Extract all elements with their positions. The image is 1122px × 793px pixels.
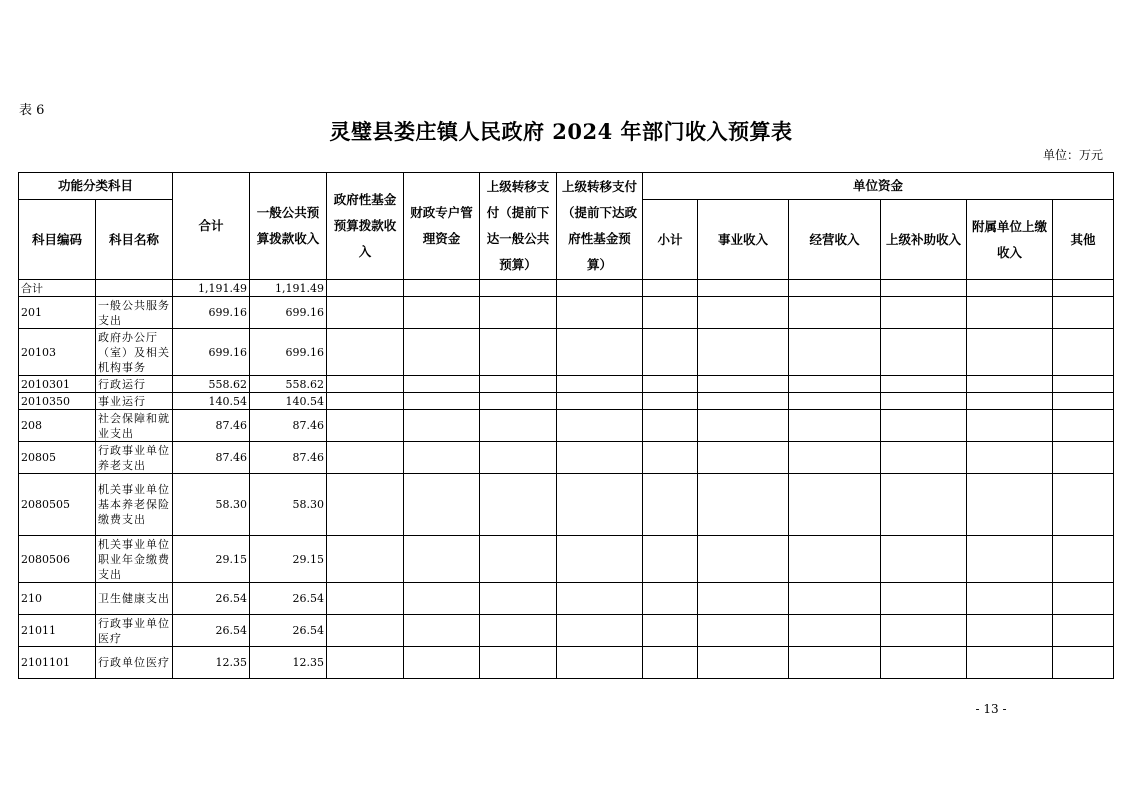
cell-empty xyxy=(967,442,1053,474)
cell-empty xyxy=(327,297,404,329)
table-row xyxy=(19,280,1114,297)
cell-empty xyxy=(480,583,557,615)
cell-empty xyxy=(698,376,789,393)
header-operating-income: 经营收入 xyxy=(789,200,881,280)
cell-empty xyxy=(327,376,404,393)
cell-empty xyxy=(480,376,557,393)
cell-empty xyxy=(881,536,967,583)
cell-empty xyxy=(789,615,881,647)
cell-total: 699.16 xyxy=(173,329,250,376)
cell-total: 87.46 xyxy=(173,410,250,442)
cell-total: 12.35 xyxy=(173,647,250,679)
cell-empty xyxy=(698,410,789,442)
cell-empty xyxy=(1053,280,1114,297)
table-row xyxy=(19,583,1114,615)
cell-empty xyxy=(789,583,881,615)
cell-empty xyxy=(1053,583,1114,615)
cell-empty xyxy=(404,474,480,536)
cell-empty xyxy=(881,280,967,297)
cell-empty xyxy=(1053,615,1114,647)
header-subtotal: 小计 xyxy=(643,200,698,280)
cell-name: 机关事业单位职业年金缴费支出 xyxy=(96,536,173,583)
cell-empty xyxy=(404,393,480,410)
cell-empty xyxy=(789,474,881,536)
cell-code: 2010350 xyxy=(19,393,96,410)
cell-empty xyxy=(698,280,789,297)
cell-empty xyxy=(698,393,789,410)
cell-empty xyxy=(789,297,881,329)
cell-empty xyxy=(967,280,1053,297)
cell-code: 2010301 xyxy=(19,376,96,393)
table-row xyxy=(19,393,1114,410)
cell-empty xyxy=(327,583,404,615)
cell-empty xyxy=(404,442,480,474)
cell-empty xyxy=(789,376,881,393)
cell-empty xyxy=(557,297,643,329)
cell-name: 行政运行 xyxy=(96,376,173,393)
cell-general: 58.30 xyxy=(250,474,327,536)
cell-general: 1,191.49 xyxy=(250,280,327,297)
cell-total: 140.54 xyxy=(173,393,250,410)
cell-empty xyxy=(698,442,789,474)
cell-empty xyxy=(480,280,557,297)
cell-empty xyxy=(789,280,881,297)
cell-empty xyxy=(967,410,1053,442)
unit-label: 单位：万元 xyxy=(1042,148,1103,162)
cell-name: 社会保障和就业支出 xyxy=(96,410,173,442)
cell-empty xyxy=(967,297,1053,329)
cell-empty xyxy=(967,474,1053,536)
cell-empty xyxy=(881,393,967,410)
cell-general: 699.16 xyxy=(250,297,327,329)
cell-empty xyxy=(698,536,789,583)
cell-empty xyxy=(881,474,967,536)
cell-empty xyxy=(643,442,698,474)
cell-empty xyxy=(643,583,698,615)
cell-empty xyxy=(557,583,643,615)
cell-code: 2080506 xyxy=(19,536,96,583)
header-general-budget: 一般公共预算拨款收入 xyxy=(250,173,327,280)
cell-empty xyxy=(480,474,557,536)
cell-empty xyxy=(557,647,643,679)
cell-empty xyxy=(967,615,1053,647)
header-fiscal-special: 财政专户管理资金 xyxy=(404,173,480,280)
cell-general: 140.54 xyxy=(250,393,327,410)
table-row xyxy=(19,615,1114,647)
cell-empty xyxy=(789,410,881,442)
cell-empty xyxy=(789,329,881,376)
table-label: 表 6 xyxy=(19,103,45,118)
table-row xyxy=(19,410,1114,442)
cell-empty xyxy=(480,393,557,410)
cell-code: 合计 xyxy=(19,280,96,297)
cell-empty xyxy=(404,615,480,647)
cell-empty xyxy=(327,280,404,297)
cell-code: 21011 xyxy=(19,615,96,647)
cell-code: 20805 xyxy=(19,442,96,474)
cell-total: 699.16 xyxy=(173,297,250,329)
table-row xyxy=(19,536,1114,583)
cell-empty xyxy=(327,410,404,442)
cell-empty xyxy=(404,536,480,583)
cell-empty xyxy=(881,647,967,679)
cell-name: 行政事业单位医疗 xyxy=(96,615,173,647)
cell-empty xyxy=(404,297,480,329)
cell-general: 87.46 xyxy=(250,410,327,442)
cell-empty xyxy=(789,393,881,410)
cell-empty xyxy=(967,329,1053,376)
cell-empty xyxy=(480,615,557,647)
cell-empty xyxy=(1053,536,1114,583)
cell-code: 2101101 xyxy=(19,647,96,679)
cell-name: 事业运行 xyxy=(96,393,173,410)
table-row xyxy=(19,329,1114,376)
cell-empty xyxy=(881,442,967,474)
cell-empty xyxy=(480,297,557,329)
cell-empty xyxy=(881,583,967,615)
cell-empty xyxy=(643,474,698,536)
cell-empty xyxy=(789,647,881,679)
cell-empty xyxy=(480,410,557,442)
header-upper-fund: 上级转移支付（提前下达政府性基金预算） xyxy=(557,173,643,280)
table-row xyxy=(19,647,1114,679)
table-row xyxy=(19,376,1114,393)
table-row xyxy=(19,442,1114,474)
cell-empty xyxy=(698,615,789,647)
cell-empty xyxy=(967,393,1053,410)
cell-empty xyxy=(698,583,789,615)
cell-empty xyxy=(404,410,480,442)
page-title: 灵璧县娄庄镇人民政府 2024 年部门收入预算表 xyxy=(329,119,793,144)
cell-empty xyxy=(967,536,1053,583)
header-subsidy-income: 上级补助收入 xyxy=(881,200,967,280)
cell-empty xyxy=(643,410,698,442)
cell-empty xyxy=(1053,393,1114,410)
cell-empty xyxy=(404,280,480,297)
cell-empty xyxy=(327,474,404,536)
cell-empty xyxy=(1053,297,1114,329)
cell-empty xyxy=(480,329,557,376)
cell-empty xyxy=(557,615,643,647)
cell-empty xyxy=(327,615,404,647)
cell-total: 29.15 xyxy=(173,536,250,583)
cell-general: 29.15 xyxy=(250,536,327,583)
cell-empty xyxy=(881,410,967,442)
cell-empty xyxy=(643,647,698,679)
cell-name: 政府办公厅（室）及相关机构事务 xyxy=(96,329,173,376)
cell-empty xyxy=(881,297,967,329)
cell-empty xyxy=(1053,410,1114,442)
cell-empty xyxy=(698,297,789,329)
cell-empty xyxy=(789,536,881,583)
cell-code: 201 xyxy=(19,297,96,329)
header-total: 合计 xyxy=(173,173,250,280)
cell-name: 一般公共服务支出 xyxy=(96,297,173,329)
cell-empty xyxy=(643,376,698,393)
cell-code: 208 xyxy=(19,410,96,442)
cell-name xyxy=(96,280,173,297)
cell-empty xyxy=(404,329,480,376)
cell-name: 机关事业单位基本养老保险缴费支出 xyxy=(96,474,173,536)
table-row xyxy=(19,297,1114,329)
cell-empty xyxy=(557,329,643,376)
cell-empty xyxy=(1053,329,1114,376)
cell-code: 210 xyxy=(19,583,96,615)
cell-empty xyxy=(557,280,643,297)
cell-name: 卫生健康支出 xyxy=(96,583,173,615)
cell-general: 12.35 xyxy=(250,647,327,679)
cell-empty xyxy=(643,536,698,583)
header-gov-fund: 政府性基金预算拨款收入 xyxy=(327,173,404,280)
header-code: 科目编码 xyxy=(19,200,96,280)
cell-empty xyxy=(698,329,789,376)
cell-empty xyxy=(789,442,881,474)
cell-empty xyxy=(643,329,698,376)
cell-empty xyxy=(557,410,643,442)
cell-general: 87.46 xyxy=(250,442,327,474)
cell-empty xyxy=(327,393,404,410)
cell-total: 26.54 xyxy=(173,583,250,615)
cell-name: 行政事业单位养老支出 xyxy=(96,442,173,474)
cell-empty xyxy=(967,583,1053,615)
cell-general: 558.62 xyxy=(250,376,327,393)
cell-empty xyxy=(557,474,643,536)
cell-empty xyxy=(698,474,789,536)
header-other: 其他 xyxy=(1053,200,1114,280)
cell-empty xyxy=(480,442,557,474)
cell-empty xyxy=(643,280,698,297)
table-row xyxy=(19,474,1114,536)
cell-empty xyxy=(967,647,1053,679)
cell-empty xyxy=(643,393,698,410)
cell-empty xyxy=(404,376,480,393)
cell-empty xyxy=(967,376,1053,393)
cell-total: 26.54 xyxy=(173,615,250,647)
cell-empty xyxy=(881,376,967,393)
header-affiliated-income: 附属单位上缴收入 xyxy=(967,200,1053,280)
cell-empty xyxy=(404,647,480,679)
cell-general: 699.16 xyxy=(250,329,327,376)
cell-total: 558.62 xyxy=(173,376,250,393)
cell-total: 87.46 xyxy=(173,442,250,474)
cell-total: 1,191.49 xyxy=(173,280,250,297)
cell-empty xyxy=(643,615,698,647)
cell-empty xyxy=(1053,376,1114,393)
cell-general: 26.54 xyxy=(250,583,327,615)
cell-empty xyxy=(327,329,404,376)
cell-name: 行政单位医疗 xyxy=(96,647,173,679)
cell-empty xyxy=(643,297,698,329)
cell-empty xyxy=(557,536,643,583)
cell-empty xyxy=(404,583,480,615)
budget-table xyxy=(18,172,1114,679)
header-func-group: 功能分类科目 xyxy=(19,173,173,200)
cell-empty xyxy=(327,442,404,474)
cell-empty xyxy=(557,376,643,393)
cell-general: 26.54 xyxy=(250,615,327,647)
cell-empty xyxy=(881,615,967,647)
cell-code: 2080505 xyxy=(19,474,96,536)
cell-empty xyxy=(1053,442,1114,474)
cell-empty xyxy=(327,647,404,679)
cell-empty xyxy=(557,393,643,410)
cell-total: 58.30 xyxy=(173,474,250,536)
page-number: - 13 - xyxy=(975,702,1007,716)
cell-empty xyxy=(327,536,404,583)
header-upper-general: 上级转移支付（提前下达一般公共预算） xyxy=(480,173,557,280)
header-business-income: 事业收入 xyxy=(698,200,789,280)
cell-code: 20103 xyxy=(19,329,96,376)
cell-empty xyxy=(698,647,789,679)
cell-empty xyxy=(480,536,557,583)
cell-empty xyxy=(557,442,643,474)
cell-empty xyxy=(1053,647,1114,679)
cell-empty xyxy=(1053,474,1114,536)
header-name: 科目名称 xyxy=(96,200,173,280)
cell-empty xyxy=(480,647,557,679)
cell-empty xyxy=(881,329,967,376)
header-unit-funds: 单位资金 xyxy=(643,173,1114,200)
